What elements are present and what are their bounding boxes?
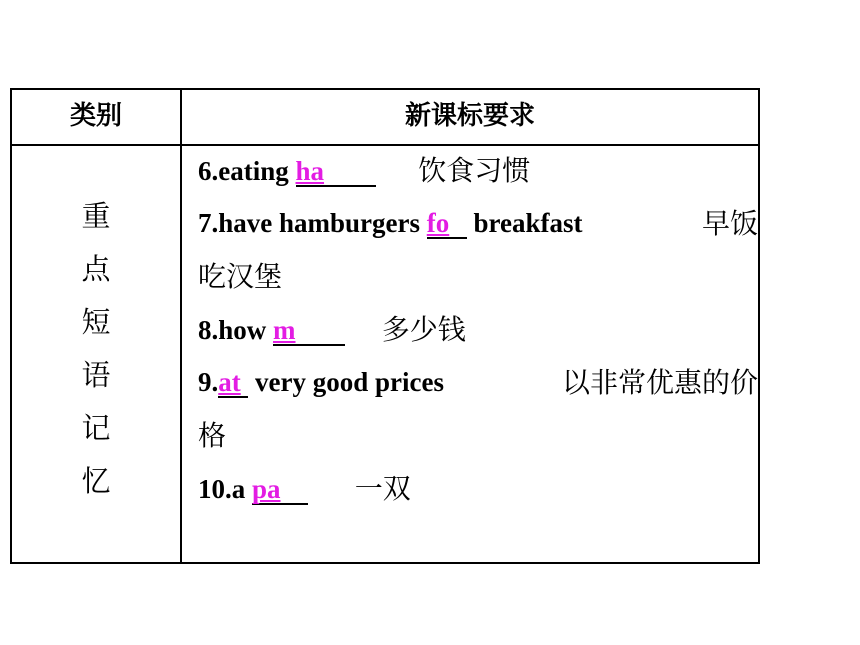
phrase-mid: breakfast xyxy=(473,208,583,238)
phrase-prefix: 9. xyxy=(198,367,219,397)
answer-text: m xyxy=(273,315,296,345)
phrase-row-10 xyxy=(198,462,758,515)
phrase-meaning-continued: 格 xyxy=(198,419,227,452)
phrase-meaning: 以非常优惠的价 xyxy=(561,366,758,399)
category-char: 短 xyxy=(81,305,111,339)
phrase-meaning-continued: 吃汉堡 xyxy=(198,260,283,293)
phrase-mid: very good prices xyxy=(255,367,444,397)
category-char: 点 xyxy=(81,252,111,286)
category-label xyxy=(12,190,180,508)
phrase-row-9-cont xyxy=(198,409,758,462)
phrase-row-9 xyxy=(198,356,758,409)
answer-text: at xyxy=(218,367,241,397)
fill-blank[interactable] xyxy=(427,209,467,239)
phrase-prefix: 6.eating xyxy=(198,156,296,186)
answer-text: ha xyxy=(295,156,325,186)
category-char: 重 xyxy=(81,199,111,233)
fill-blank[interactable] xyxy=(218,368,248,398)
header-category: 类别 xyxy=(69,101,122,131)
phrase-prefix: 10.a xyxy=(198,474,252,504)
category-char: 语 xyxy=(81,358,111,392)
fill-blank[interactable] xyxy=(296,157,376,187)
phrase-meaning: 一双 xyxy=(354,472,411,505)
phrase-meaning: 早饭 xyxy=(701,207,758,240)
column-divider xyxy=(180,90,182,562)
phrase-prefix: 8.how xyxy=(198,315,274,345)
answer-text: fo xyxy=(426,208,450,238)
answer-text: pa xyxy=(252,474,281,504)
phrase-meaning: 多少钱 xyxy=(381,313,466,346)
phrase-row-7 xyxy=(198,197,758,250)
fill-blank[interactable] xyxy=(273,316,345,346)
phrase-prefix: 7.have hamburgers xyxy=(198,208,427,238)
category-char: 记 xyxy=(81,411,111,445)
phrase-table xyxy=(10,88,760,564)
category-char: 忆 xyxy=(81,464,111,498)
header-requirement: 新课标要求 xyxy=(404,101,535,131)
phrase-row-7-cont xyxy=(198,250,758,303)
phrase-meaning: 饮食习惯 xyxy=(418,154,531,187)
requirements-content xyxy=(198,144,758,515)
phrase-row-6 xyxy=(198,144,758,197)
phrase-row-8 xyxy=(198,303,758,356)
fill-blank[interactable] xyxy=(252,475,308,505)
